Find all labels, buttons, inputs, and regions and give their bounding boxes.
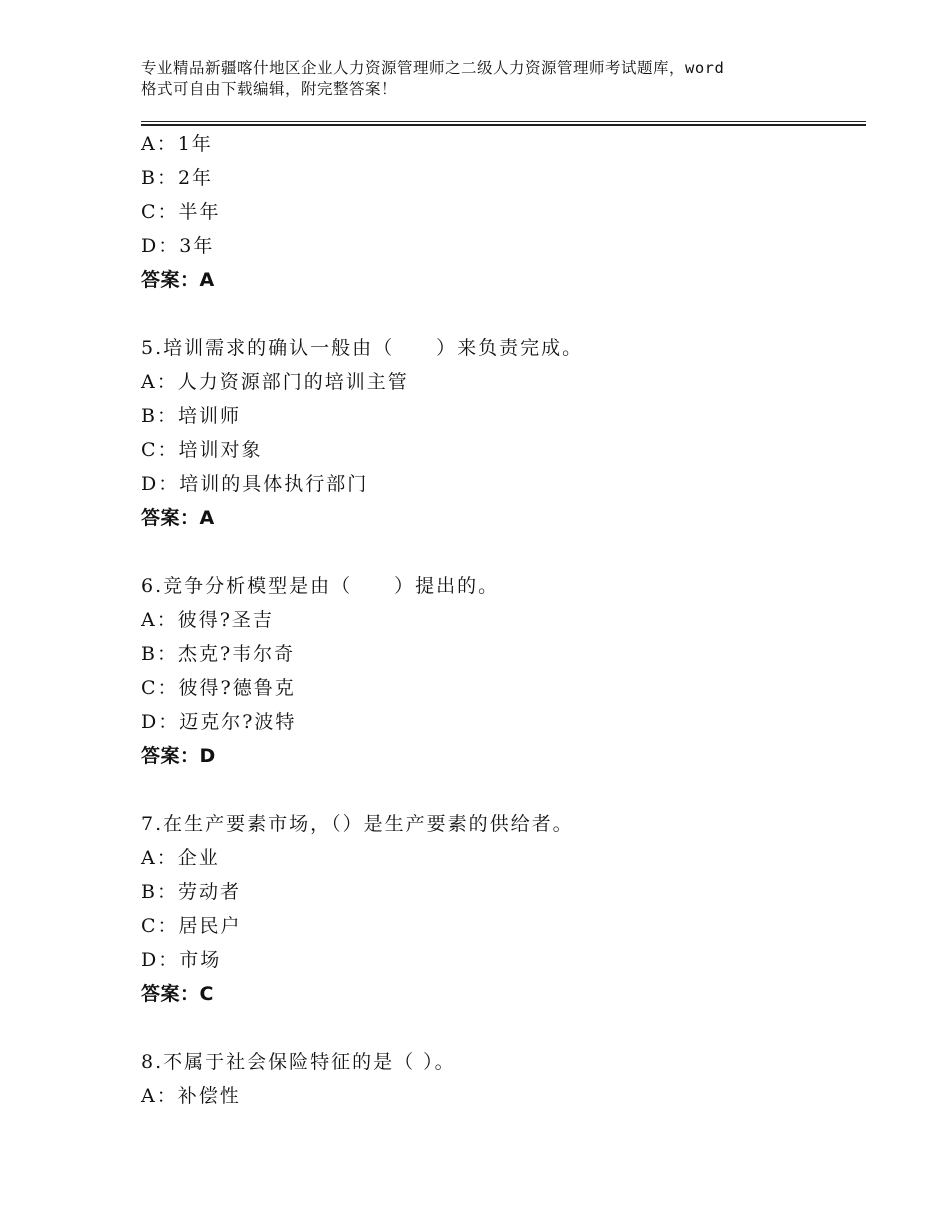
option-d: D：3年 [141, 235, 215, 257]
question-stem: 8.不属于社会保险特征的是（ ）。 [141, 1051, 456, 1073]
question-5 [141, 331, 866, 535]
question-7 [141, 807, 866, 1011]
question-6 [141, 569, 866, 773]
answer: 答案：A [141, 269, 215, 291]
option-a: A：补偿性 [141, 1085, 241, 1107]
option-d: D：培训的具体执行部门 [141, 473, 369, 495]
option-a: A：企业 [141, 847, 220, 869]
header-divider-thin [141, 121, 866, 122]
option-b: B：培训师 [141, 405, 241, 427]
question-list [141, 127, 866, 1113]
answer: 答案：A [141, 507, 215, 529]
question-stem: 6.竞争分析模型是由（ ）提出的。 [141, 575, 500, 597]
header-divider-thick [141, 124, 866, 126]
option-c: C：半年 [141, 201, 221, 223]
option-c: C：培训对象 [141, 439, 263, 461]
option-b: B：2年 [141, 167, 214, 189]
answer: 答案：D [141, 745, 216, 767]
option-a: A：彼得?圣吉 [141, 609, 274, 631]
option-d: D：市场 [141, 949, 222, 971]
question-8 [141, 1045, 866, 1113]
question-stem: 7.在生产要素市场，（）是生产要素的供给者。 [141, 813, 574, 835]
header-line-2: 格式可自由下载编辑，附完整答案！ [141, 80, 398, 98]
answer: 答案：C [141, 983, 214, 1005]
option-a: A：人力资源部门的培训主管 [141, 371, 409, 393]
option-b: B：杰克?韦尔奇 [141, 643, 296, 665]
header-line-1: 专业精品新疆喀什地区企业人力资源管理师之二级人力资源管理师考试题库，word [141, 59, 725, 77]
option-c: C：居民户 [141, 915, 242, 937]
option-c: C：彼得?德鲁克 [141, 677, 296, 699]
question-4-continued [141, 127, 866, 297]
option-d: D：迈克尔?波特 [141, 711, 297, 733]
option-b: B：劳动者 [141, 881, 241, 903]
option-a: A：1年 [141, 133, 213, 155]
document-header [141, 58, 831, 100]
question-stem: 5.培训需求的确认一般由（ ）来负责完成。 [141, 337, 584, 359]
